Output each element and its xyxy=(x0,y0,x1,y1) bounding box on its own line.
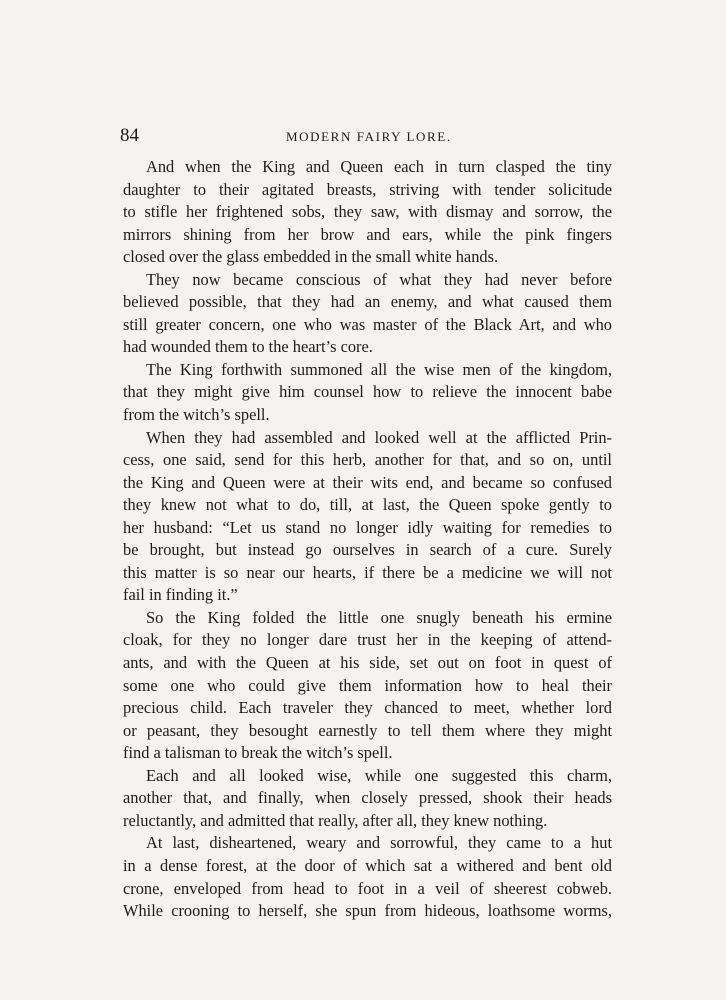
text-line: They now became conscious of what they had never before xyxy=(146,269,612,289)
text-line: find a talisman to break the witch’s spell. xyxy=(123,743,393,763)
text-line: ants, and with the Queen at his side, set out on foot in quest of xyxy=(123,653,612,673)
text-line: At last, disheartened, weary and sorrowful, they came to a hut xyxy=(146,833,612,853)
text-line: be brought, but instead go ourselves in search of a cure. Surely xyxy=(123,540,612,560)
text-line: another that, and finally, when closely pressed, shook their heads xyxy=(123,788,612,808)
paragraph xyxy=(123,607,612,765)
running-title: MODERN FAIRY LORE. xyxy=(286,129,452,144)
text-line: this matter is so near our hearts, if there be a medicine we will not xyxy=(123,562,612,582)
text-line: from the witch’s spell. xyxy=(123,405,270,425)
text-line: reluctantly, and admitted that really, after all, they knew nothing. xyxy=(123,810,548,830)
text-line: or peasant, they besought earnestly to tell them where they might xyxy=(123,720,612,740)
paragraph xyxy=(123,359,612,427)
text-line: they knew not what to do, till, at last, the Queen spoke gently to xyxy=(123,495,612,515)
paragraph xyxy=(123,427,612,607)
paragraph xyxy=(123,832,612,922)
page-number: 84 xyxy=(120,125,139,146)
paragraph xyxy=(123,765,612,833)
text-line: had wounded them to the heart’s core. xyxy=(123,337,373,357)
paragraph xyxy=(123,156,612,269)
text-line: Each and all looked wise, while one suggested this charm, xyxy=(146,765,612,785)
body-text xyxy=(123,156,612,923)
text-line: The King forthwith summoned all the wise men of the kingdom, xyxy=(146,359,612,379)
text-line: in a dense forest, at the door of which sat a withered and bent old xyxy=(123,855,612,875)
text-line: precious child. Each traveler they chanced to meet, whether lord xyxy=(123,698,612,718)
text-line: closed over the glass embedded in the small white hands. xyxy=(123,247,499,267)
page-header xyxy=(120,124,612,148)
text-line: cloak, for they no longer dare trust her in the keeping of attend- xyxy=(123,630,612,650)
text-line: cess, one said, send for this herb, another for that, and so on, until xyxy=(123,450,612,470)
text-line: the King and Queen were at their wits end, and became so confused xyxy=(123,472,612,492)
text-line: When they had assembled and looked well at the afflicted Prin- xyxy=(146,427,612,447)
text-line: mirrors shining from her brow and ears, while the pink fingers xyxy=(123,224,612,244)
text-line: And when the King and Queen each in turn clasped the tiny xyxy=(146,157,612,176)
text-line: daughter to their agitated breasts, striving with tender solicitude xyxy=(123,179,612,199)
text-line: her husband: “Let us stand no longer idly waiting for remedies to xyxy=(123,517,612,537)
text-line: that they might give him counsel how to relieve the innocent babe xyxy=(123,382,612,402)
text-line: still greater concern, one who was master of the Black Art, and who xyxy=(123,314,612,334)
text-line: So the King folded the little one snugly beneath his ermine xyxy=(146,607,612,627)
paragraph xyxy=(123,269,612,359)
text-line: fail in finding it.” xyxy=(123,585,238,605)
text-line: crone, enveloped from head to foot in a veil of sheerest cobweb. xyxy=(123,878,612,898)
text-line: While crooning to herself, she spun from hideous, loathsome worms, xyxy=(123,901,612,921)
text-line: some one who could give them information how to heal their xyxy=(123,675,612,695)
text-line: to stifle her frightened sobs, they saw, with dismay and sorrow, the xyxy=(123,202,612,222)
text-line: believed possible, that they had an enemy, and what caused them xyxy=(123,292,612,312)
